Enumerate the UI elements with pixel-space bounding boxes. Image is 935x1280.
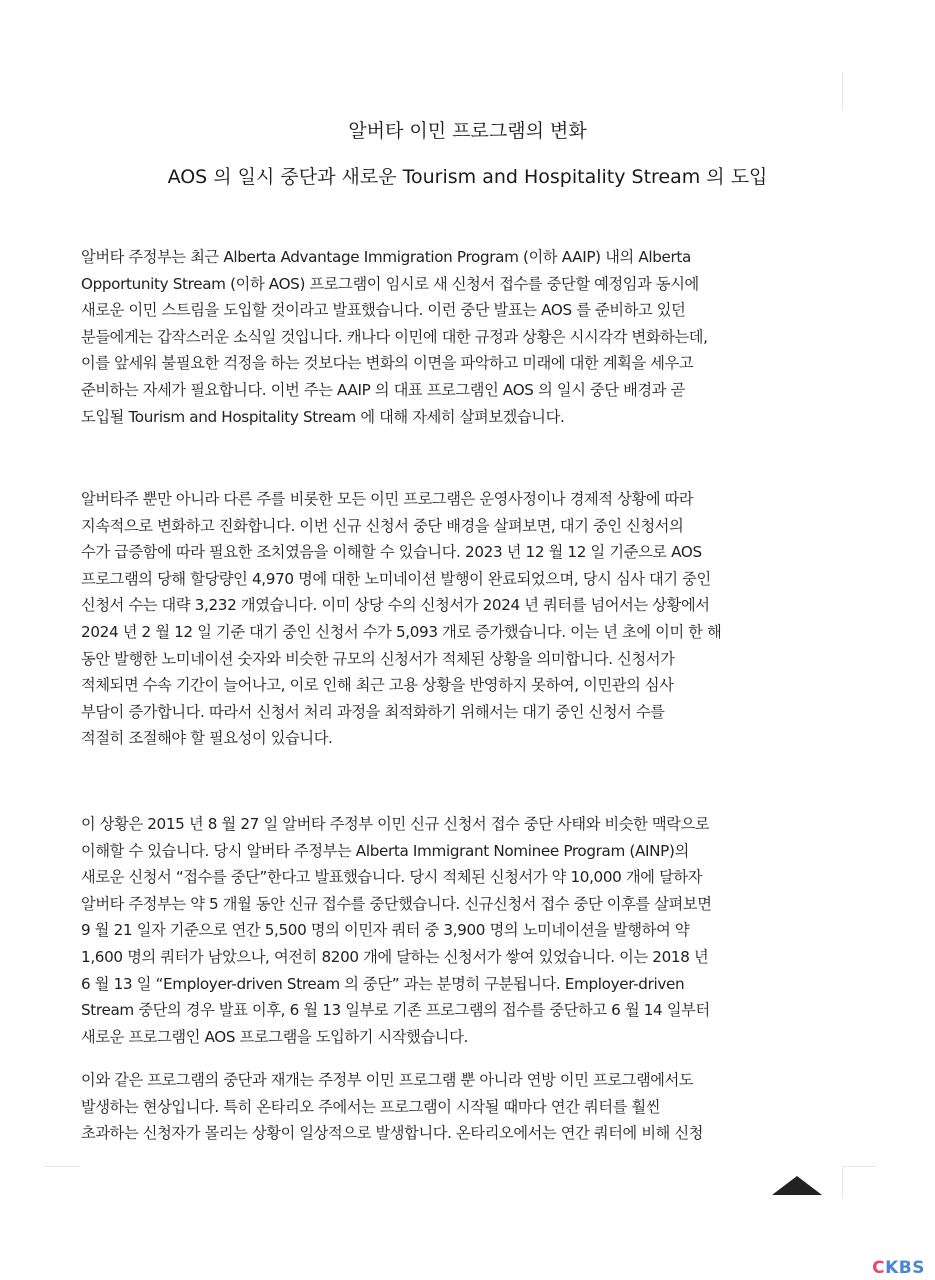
crop-mark-bottom-right-v — [842, 1166, 843, 1198]
ckbs-logo — [872, 1258, 925, 1278]
paragraph-1: 알버타 주정부는 최근 Alberta Advantage Immigration Program (이하 AAIP) 내의 Alberta Opportunity Stream (이하 AOS) 프로그램이 임시로 새 신청서 접수를 중단할 예정임과 동시에 새로운 이민 스트림을 도입할 것이라고 발표했습니다. 이런 중단 발표는 AOS 를 준비하고 있던 분들에게는 갑작스러운 소식일 것입니다. 캐나다 이민에 대한 규정과 상황은 시시각각 변화하는데, 이를 앞세워 불필요한 걱정을 하는 것보다는 변화의 이면을 파악하고 미래에 대한 계획을 세우고 준비하는 자세가 필요합니다. 이번 주는 AAIP 의 대표 프로그램인 AOS 의 일시 중단 배경과 곧 도입될 Tourism and Hospitality Stream 에 대해 자세히 살펴보겠습니다. — [81, 248, 708, 426]
paragraph-4: 이와 같은 프로그램의 중단과 재개는 주정부 이민 프로그램 뿐 아니라 연방 이민 프로그램에서도 발생하는 현상입니다. 특히 온타리오 주에서는 프로그램이 시작될 때마다 연간 쿼터를 훨씬 초과하는 신청자가 몰리는 상황이 일상적으로 발생합니다. 온타리오에서는 연간 쿼터에 비해 신청 — [81, 1071, 704, 1143]
logo-letter-c: C — [872, 1258, 886, 1278]
crop-mark-top-right — [842, 72, 843, 110]
document-title: 알버타 이민 프로그램의 변화 — [348, 120, 587, 142]
logo-letter-k: K — [885, 1258, 899, 1278]
logo-letter-s: S — [912, 1258, 925, 1278]
crop-mark-bottom-right-h — [842, 1166, 876, 1167]
document-subtitle: AOS 의 일시 중단과 새로운 Tourism and Hospitality Stream 의 도입 — [167, 166, 768, 188]
paragraph-3: 이 상황은 2015 년 8 월 27 일 알버타 주정부 이민 신규 신청서 접수 중단 사태와 비슷한 맥락으로 이해할 수 있습니다. 당시 알버타 주정부는 Alberta Immigrant Nominee Program (AINP)의 새로운 신청서 “접수를 중단”한다고 발표했습니다. 당시 적체된 신청서가 약 10,000 개에 달하자 알버타 주정부는 약 5 개월 동안 신규 접수를 중단했습니다. 신규신청서 접수 중단 이후를 살펴보면 9 월 21 일자 기준으로 연간 5,500 명의 이민자 쿼터 중 3,900 명의 노미네이션을 발행하여 약 1,600 명의 쿼터가 남았으나, 여전히 8200 개에 달하는 신청서가 쌓여 있었습니다. 이는 2018 년 6 월 13 일 “Employer-driven Stream 의 중단” 과는 분명히 구분됩니다. Employer-driven Stream 중단의 경우 발표 이후, 6 월 13 일부로 기존 프로그램의 접수를 중단하고 6 월 14 일부터 새로운 프로그램인 AOS 프로그램을 도입하기 시작했습니다. — [81, 815, 712, 1046]
scroll-to-top-icon[interactable] — [772, 1176, 822, 1195]
logo-letter-b: B — [898, 1258, 913, 1278]
paragraph-2: 알버타주 뿐만 아니라 다른 주를 비롯한 모든 이민 프로그램은 운영사정이나 경제적 상황에 따라 지속적으로 변화하고 진화합니다. 이번 신규 신청서 중단 배경을 살펴보면, 대기 중인 신청서의 수가 급증함에 따라 필요한 조치였음을 이해할 수 있습니다. 2023 년 12 월 12 일 기준으로 AOS 프로그램의 당해 할당량인 4,970 명에 대한 노미네이션 발행이 완료되었으며, 당시 심사 대기 중인 신청서 수는 대략 3,232 개였습니다. 이미 상당 수의 신청서가 2024 년 쿼터를 넘어서는 상황에서 2024 년 2 월 12 일 기준 대기 중인 신청서 수가 5,093 개로 증가했습니다. 이는 년 초에 이미 한 해 동안 발행한 노미네이션 숫자와 비슷한 규모의 신청서가 적체된 상황을 의미합니다. 신청서가 적체되면 수속 기간이 늘어나고, 이로 인해 최근 고용 상황을 반영하지 못하여, 이민관의 심사 부담이 증가합니다. 따라서 신청서 처리 과정을 최적화하기 위해서는 대기 중인 신청서 수를 적절히 조절해야 할 필요성이 있습니다. — [81, 490, 722, 748]
crop-mark-bottom-left — [44, 1166, 80, 1167]
